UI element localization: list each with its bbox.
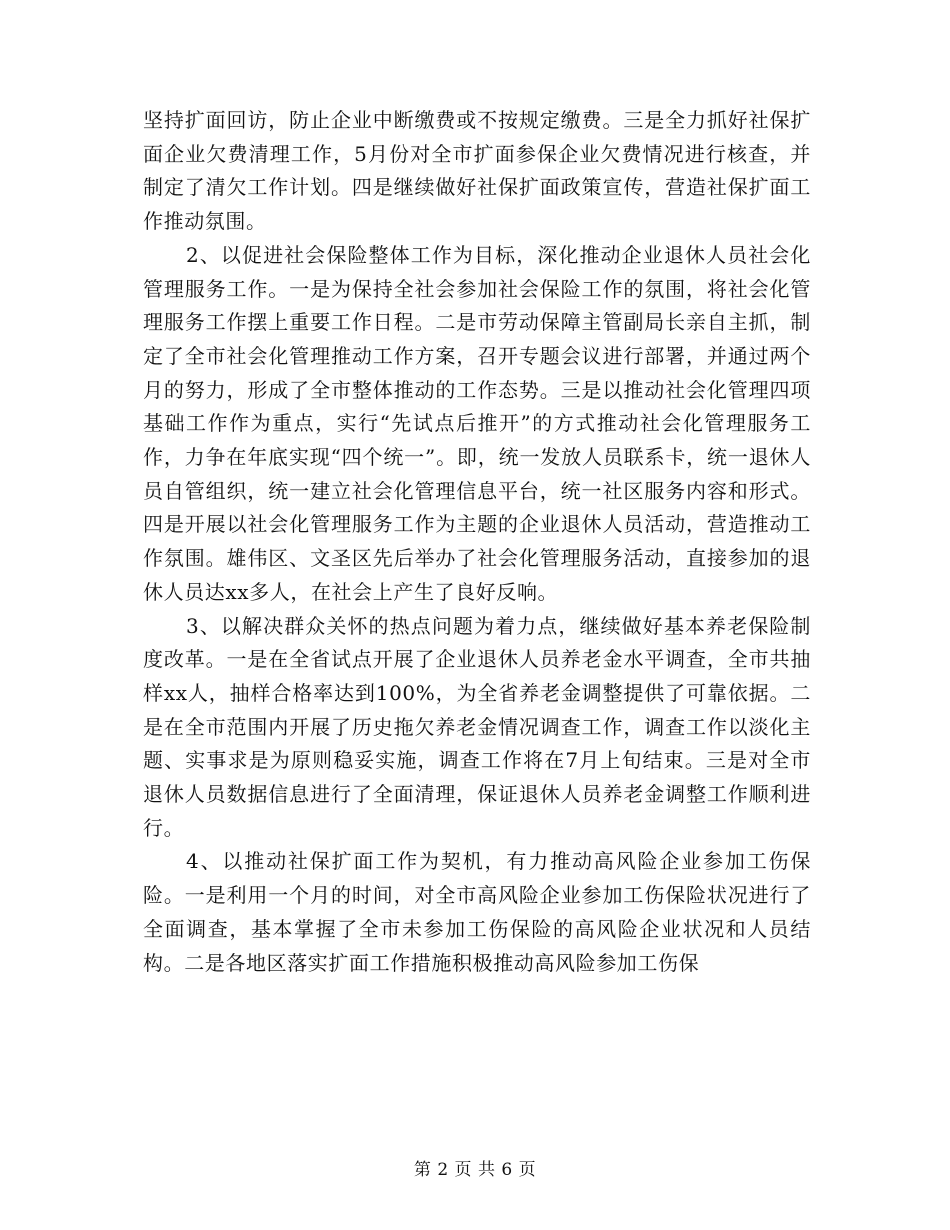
- paragraph-3: 3、以解决群众关怀的热点问题为着力点，继续做好基本养老保险制度改革。一是在全省试点开展了企业退休人员养老金水平调查，全市共抽样xx人，抽样合格率达到100%，为全省养老金调整提供了可靠依据。二是在全市范围内开展了历史拖欠养老金情况调查工作，调查工作以淡化主题、实事求是为原则稳妥实施，调查工作将在7月上旬结束。三是对全市退休人员数据信息进行了全面清理，保证退休人员养老金调整工作顺利进行。: [143, 613, 811, 840]
- page-number-footer: 第 2 页 共 6 页: [413, 1160, 537, 1180]
- paragraph-2: 2、以促进社会保险整体工作为目标，深化推动企业退休人员社会化管理服务工作。一是为保持全社会参加社会保险工作的氛围，将社会化管理服务工作摆上重要工作日程。二是市劳动保障主管副局长亲自主抓，制定了全市社会化管理推动工作方案，召开专题会议进行部署，并通过两个月的努力，形成了全市整体推动的工作态势。三是以推动社会化管理四项基础工作作为重点，实行“先试点后推开”的方式推动社会化管理服务工作，力争在年底实现“四个统一”。即，统一发放人员联系卡，统一退休人员自管组织，统一建立社会化管理信息平台，统一社区服务内容和形式。四是开展以社会化管理服务工作为主题的企业退休人员活动，营造推动工作氛围。雄伟区、文圣区先后举办了社会化管理服务活动，直接参加的退休人员达xx多人，在社会上产生了良好反响。: [143, 242, 811, 604]
- document-body: [143, 104, 811, 980]
- paragraph-4: 4、以推动社保扩面工作为契机，有力推动高风险企业参加工伤保险。一是利用一个月的时间，对全市高风险企业参加工伤保险状况进行了全面调查，基本掌握了全市未参加工伤保险的高风险企业状况和人员结构。二是各地区落实扩面工作措施积极推动高风险参加工伤保: [143, 849, 811, 975]
- paragraph-1: 坚持扩面回访，防止企业中断缴费或不按规定缴费。三是全力抓好社保扩面企业欠费清理工作，5月份对全市扩面参保企业欠费情况进行核查，并制定了清欠工作计划。四是继续做好社保扩面政策宣传，营造社保扩面工作推动氛围。: [143, 108, 811, 234]
